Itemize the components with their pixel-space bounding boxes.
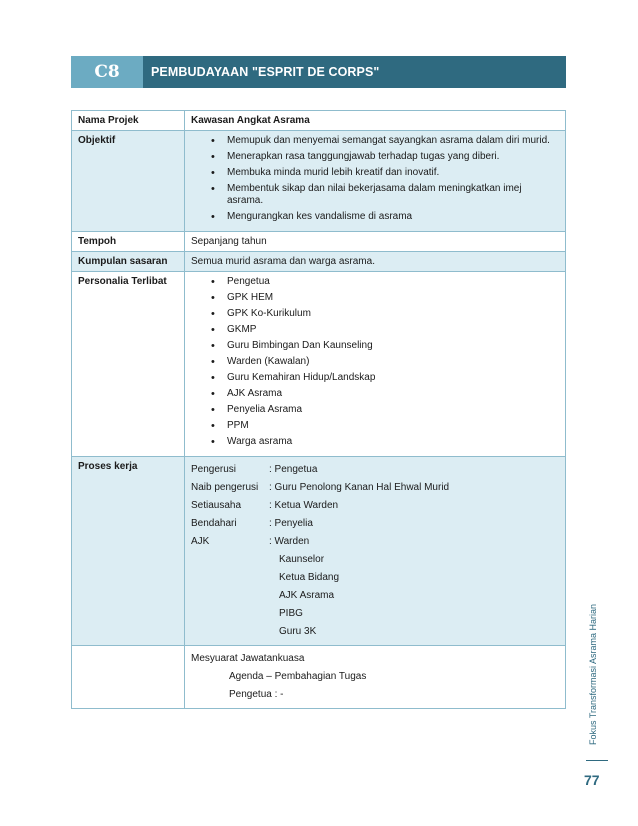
section-header [71, 56, 566, 88]
role-row [191, 497, 559, 515]
list-item: • GKMP [191, 324, 559, 336]
page-number: 77 [584, 772, 600, 788]
value-kumpulan: Semua murid asrama dan warga asrama. [185, 252, 566, 272]
label-tempoh: Tempoh [72, 232, 185, 252]
list-item: • Mengurangkan kes vandalisme di asrama [191, 211, 559, 223]
ajk-member: Kaunselor [279, 554, 325, 565]
role-row [191, 515, 559, 533]
role-holder: : Guru Penolong Kanan Hal Ehwal Murid [269, 482, 450, 493]
role-name: AJK [191, 536, 210, 547]
row-tempoh [72, 232, 566, 252]
list-item: • Guru Bimbingan Dan Kaunseling [191, 340, 559, 352]
sidebar-divider [586, 760, 608, 761]
section-title: PEMBUDAYAAN "ESPRIT DE CORPS" [151, 65, 380, 79]
row-proses [72, 457, 566, 646]
role-row [191, 479, 559, 497]
objektif-list [191, 135, 559, 223]
row-kumpulan [72, 252, 566, 272]
proses-cell [185, 457, 566, 646]
sidebar-text: Fokus Transformasi Asrama Harian [588, 603, 598, 745]
list-item: • Menerapkan rasa tanggungjawab terhadap tugas yang diberi. [191, 151, 559, 163]
personalia-cell [185, 272, 566, 457]
objektif-cell [185, 131, 566, 232]
role-name: Naib pengerusi [191, 482, 259, 493]
ajk-member: PIBG [279, 608, 303, 619]
row-objektif [72, 131, 566, 232]
list-item: • GPK Ko-Kurikulum [191, 308, 559, 320]
section-code: C8 [71, 56, 143, 88]
role-row [191, 461, 559, 479]
role-name: Setiausaha [191, 500, 242, 511]
label-nama: Nama Projek [72, 111, 185, 131]
role-name: Pengerusi [191, 464, 237, 475]
list-item: • AJK Asrama [191, 388, 559, 400]
list-item: • Warden (Kawalan) [191, 356, 559, 368]
mesyuarat-cell [185, 646, 566, 709]
mesyuarat-pengetua: Pengetua : - [229, 689, 284, 700]
ajk-member: Guru 3K [279, 626, 317, 637]
value-tempoh: Sepanjang tahun [185, 232, 566, 252]
role-holder: : Ketua Warden [269, 500, 339, 511]
ajk-member: AJK Asrama [279, 590, 335, 601]
list-item: • Memupuk dan menyemai semangat sayangkan asrama dalam diri murid. [191, 135, 559, 147]
role-name: Bendahari [191, 518, 237, 529]
list-item: • Warga asrama [191, 436, 559, 448]
label-objektif: Objektif [72, 131, 185, 232]
list-item: • Pengetua [191, 276, 559, 288]
empty-label-cell [72, 646, 185, 709]
list-item: • Membuka minda murid lebih kreatif dan inovatif. [191, 167, 559, 179]
list-item: • PPM [191, 420, 559, 432]
label-kumpulan: Kumpulan sasaran [72, 252, 185, 272]
row-nama [72, 111, 566, 131]
role-holder: : Penyelia [269, 518, 313, 529]
list-item: • GPK HEM [191, 292, 559, 304]
value-nama: Kawasan Angkat Asrama [185, 111, 566, 131]
personalia-list [191, 276, 559, 448]
label-proses: Proses kerja [72, 457, 185, 646]
label-personalia: Personalia Terlibat [72, 272, 185, 457]
list-item: • Penyelia Asrama [191, 404, 559, 416]
sidebar [583, 600, 603, 760]
row-mesyuarat [72, 646, 566, 709]
project-table [71, 110, 566, 709]
mesyuarat-agenda: Agenda – Pembahagian Tugas [229, 671, 367, 682]
list-item: • Guru Kemahiran Hidup/Landskap [191, 372, 559, 384]
ajk-member: Ketua Bidang [279, 572, 340, 583]
mesyuarat-title: Mesyuarat Jawatankuasa [191, 653, 305, 664]
list-item: • Membentuk sikap dan nilai bekerjasama dalam meningkatkan imej asrama. [191, 183, 559, 207]
role-holder: : Warden [269, 536, 310, 547]
role-row [191, 533, 559, 551]
row-personalia [72, 272, 566, 457]
role-holder: : Pengetua [269, 464, 318, 475]
